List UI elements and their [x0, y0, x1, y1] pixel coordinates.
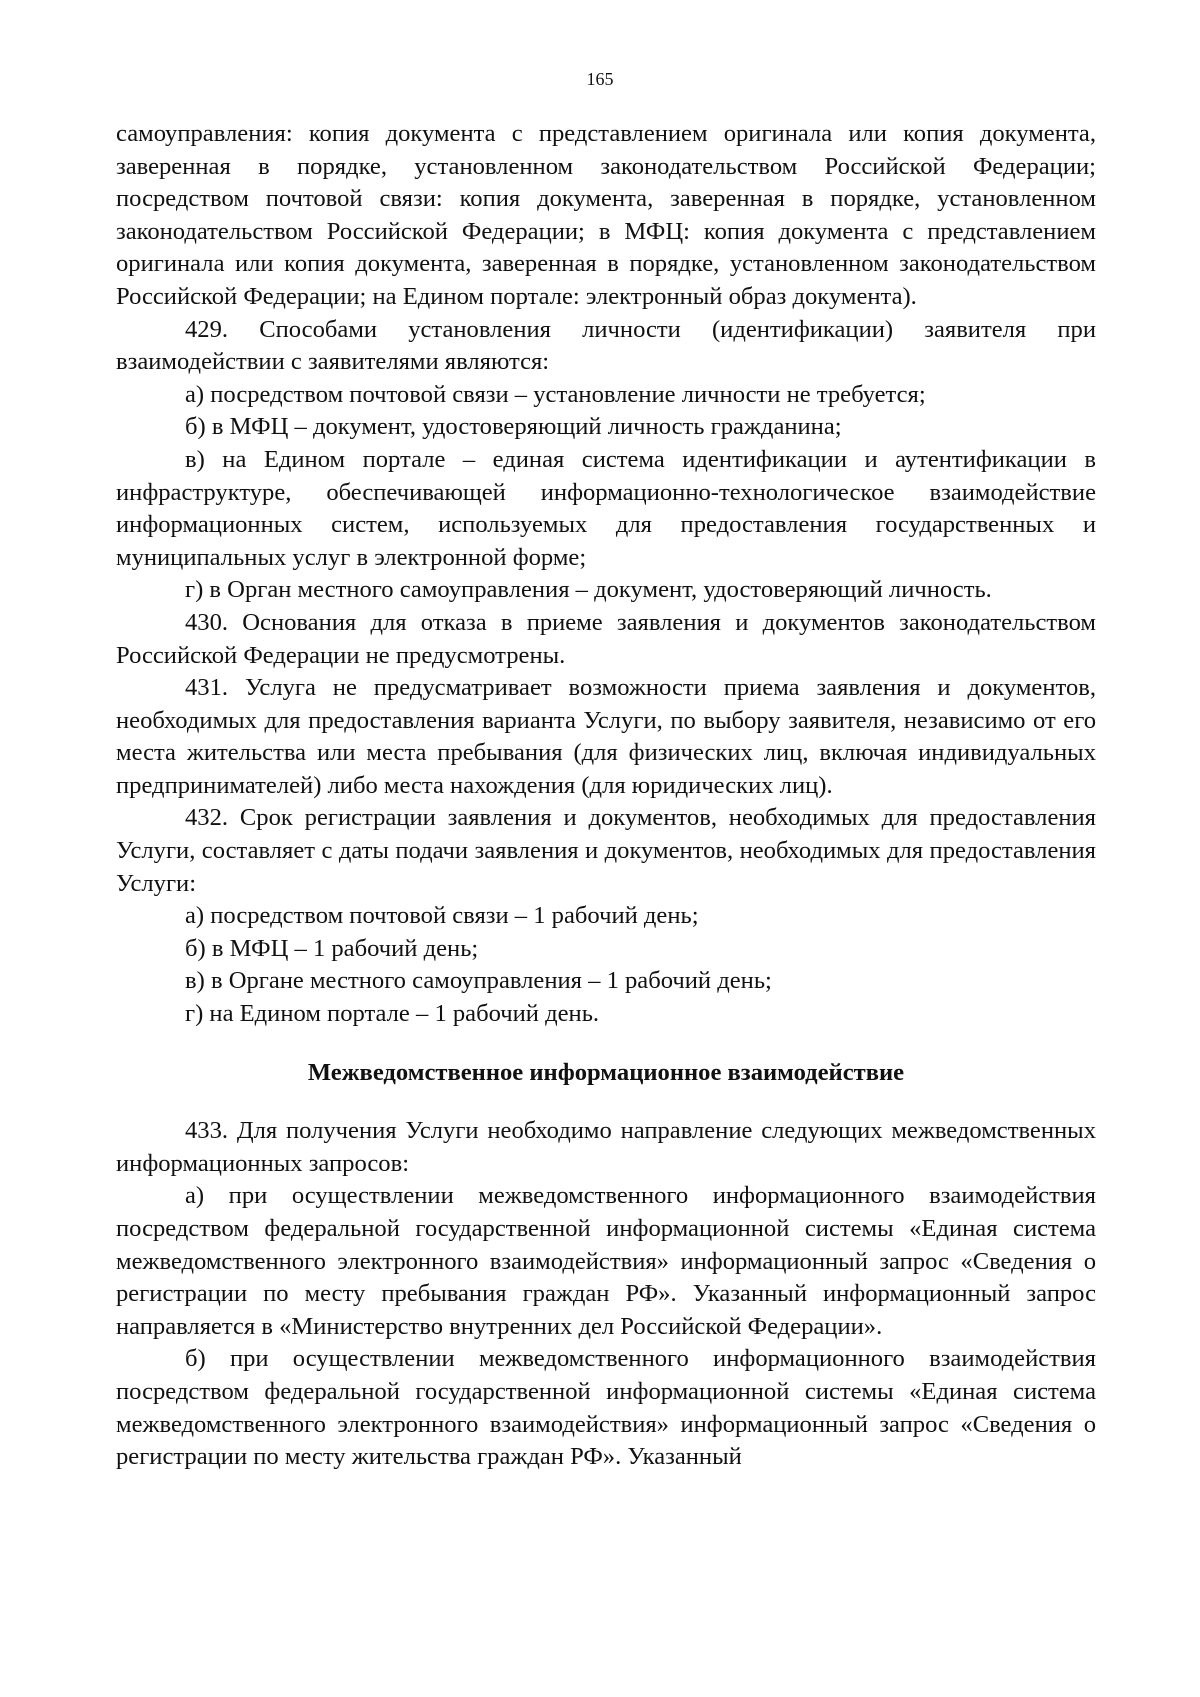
paragraph: б) в МФЦ – 1 рабочий день; [185, 934, 479, 962]
paragraph: а) посредством почтовой связи – 1 рабочий день; [185, 902, 699, 930]
paragraphs-after-heading [116, 1115, 1096, 1474]
page-number: 165 [586, 69, 614, 89]
paragraph: самоуправления: копия документа с представлением оригинала или копия документа, заверенная в порядке, установленном законодательством Российской Федерации; посредством почтовой связи: копия документа, заверенная в порядке, установленном законодательством Российской Федерации; в МФЦ: копия документа с представлением оригинала или копия документа, заверенная в порядке, установленном законодательством Российской Федерации; на Едином портале: электронный образ документа). [116, 120, 1096, 310]
document-body [116, 118, 1096, 1474]
paragraph: б) в МФЦ – документ, удостоверяющий личность гражданина; [185, 413, 842, 441]
paragraph: б) при осуществлении межведомственного информационного взаимодействия посредством федеральной государственной информационной системы «Единая система межведомственного электронного взаимодействия» информационный запрос «Сведения о регистрации по месту жительства граждан РФ». Указанный [116, 1345, 1096, 1471]
paragraph: а) при осуществлении межведомственного информационного взаимодействия посредством федеральной государственной информационной системы «Единая система межведомственного электронного взаимодействия» информационный запрос «Сведения о регистрации по месту пребывания граждан РФ». Указанный информационный запрос направляется в «Министерство внутренних дел Российской Федерации». [116, 1182, 1096, 1340]
paragraph: в) на Едином портале – единая система идентификации и аутентификации в инфраструктуре, обеспечивающей информационно-технологическое взаимодействие информационных систем, используемых для предоставления государственных и муниципальных услуг в электронной форме; [116, 445, 1096, 571]
section-heading: Межведомственное информационное взаимодействие [307, 1058, 905, 1086]
paragraph: в) в Органе местного самоуправления – 1 рабочий день; [185, 967, 772, 995]
paragraph: 430. Основания для отказа в приеме заявления и документов законодательством Российской Федерации не предусмотрены. [116, 608, 1096, 669]
paragraph: 433. Для получения Услуги необходимо направление следующих межведомственных информационных запросов: [116, 1117, 1096, 1177]
paragraph: 432. Срок регистрации заявления и документов, необходимых для предоставления Услуги, составляет с даты подачи заявления и документов, необходимых для предоставления Услуги: [116, 804, 1096, 897]
paragraphs-before-heading [116, 118, 1096, 1031]
paragraph: а) посредством почтовой связи – установление личности не требуется; [185, 380, 926, 408]
paragraph: г) в Орган местного самоуправления – документ, удостоверяющий личность. [185, 576, 992, 604]
paragraph: 429. Способами установления личности (идентификации) заявителя при взаимодействии с заявителями являются: [116, 315, 1096, 376]
paragraph: г) на Едином портале – 1 рабочий день. [185, 1000, 600, 1028]
paragraph: 431. Услуга не предусматривает возможности приема заявления и документов, необходимых для предоставления варианта Услуги, по выбору заявителя, независимо от его места жительства или места пребывания (для физических лиц, включая индивидуальных предпринимателей) либо места нахождения (для юридических лиц). [116, 674, 1096, 799]
